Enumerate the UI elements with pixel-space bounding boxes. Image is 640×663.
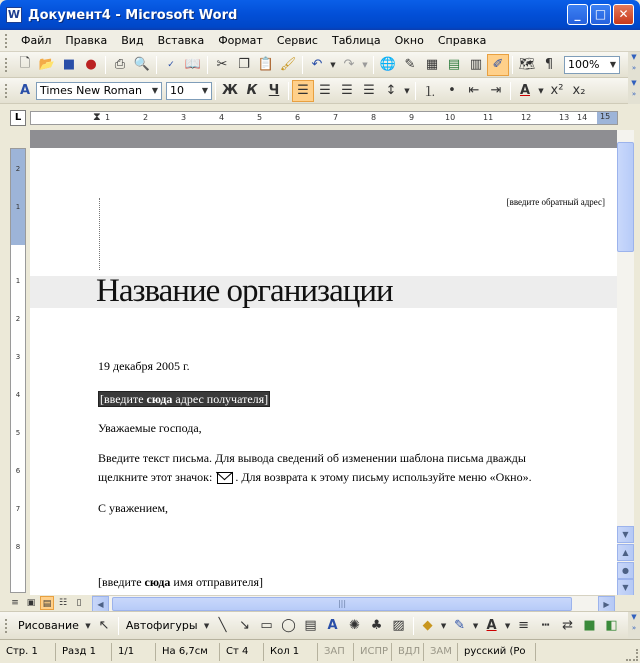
organization-name[interactable]: Название организации: [96, 273, 393, 309]
ruler-mark: 7: [333, 113, 339, 122]
ruler-mark: 3: [181, 113, 187, 122]
left-pane: [0, 130, 30, 595]
font-color-dropdown-icon[interactable]: ▼: [504, 621, 511, 630]
justify-icon[interactable]: ☰: [363, 83, 375, 98]
font-size-value: 10: [170, 84, 184, 97]
ruler-mark: 13: [559, 113, 570, 122]
scroll-thumb[interactable]: [617, 142, 634, 252]
text-boundary: [99, 198, 100, 270]
status-position: На 6,7см: [156, 643, 220, 661]
field-bold-text: сюда: [146, 392, 173, 406]
font-combo[interactable]: [36, 82, 162, 100]
status-language: русский (Ро: [458, 643, 536, 661]
closing[interactable]: С уважением,: [98, 501, 169, 515]
fill-color-icon[interactable]: ◆: [422, 618, 433, 633]
ruler-mark: 1: [15, 203, 21, 211]
close-button[interactable]: ✕: [613, 4, 634, 25]
draw-dropdown-icon[interactable]: ▼: [85, 621, 91, 630]
menu-window[interactable]: Окно: [394, 34, 424, 47]
date-line[interactable]: 19 декабря 2005 г.: [98, 359, 190, 373]
superscript-icon[interactable]: x²: [550, 83, 564, 98]
line-style-icon[interactable]: ≡: [518, 618, 530, 633]
format-painter-icon[interactable]: 🖌: [279, 57, 297, 72]
field-text: имя отправителя]: [170, 575, 263, 589]
status-overtype[interactable]: ЗАМ: [424, 643, 458, 661]
ruler-mark: 1: [105, 113, 111, 122]
scroll-right-button[interactable]: ▶: [598, 596, 615, 613]
align-left-icon[interactable]: ☰: [292, 80, 314, 102]
body-line-2[interactable]: [98, 467, 532, 487]
menu-tools[interactable]: Сервис: [276, 34, 318, 47]
body-line-1[interactable]: Введите текст письма. Для вывода сведений об изменении шаблона письма дважды: [98, 451, 526, 465]
status-record[interactable]: ЗАП: [318, 643, 354, 661]
ruler-mark: 2: [15, 315, 21, 323]
font-color-dropdown-icon[interactable]: ▼: [538, 86, 544, 95]
print-icon[interactable]: ⎙: [114, 57, 126, 72]
ruler-mark: 3: [15, 353, 21, 361]
numbering-icon[interactable]: ⒈: [423, 85, 437, 100]
window-title: Документ4 - Microsoft Word: [28, 7, 238, 23]
underline-button[interactable]: Ч: [268, 83, 280, 98]
status-section: Разд 1: [56, 643, 112, 661]
insert-excel-icon[interactable]: ▤: [447, 57, 461, 72]
scroll-thumb[interactable]: |||: [112, 597, 572, 611]
cut-icon[interactable]: ✂: [216, 57, 228, 72]
columns-icon[interactable]: ▥: [469, 57, 483, 72]
menu-view[interactable]: Вид: [121, 34, 144, 47]
ruler-mark: 4: [15, 391, 21, 399]
salutation[interactable]: Уважаемые господа,: [98, 421, 202, 435]
document-map-icon[interactable]: 🗺: [518, 57, 536, 72]
menu-bar: [0, 30, 640, 52]
clipart-icon[interactable]: ♣: [370, 618, 383, 633]
ruler-mark: 10: [445, 113, 456, 122]
redo-icon[interactable]: ↷: [343, 57, 355, 72]
word-app-icon[interactable]: W: [7, 8, 21, 21]
chevron-down-icon[interactable]: ▼: [201, 85, 209, 95]
align-center-icon[interactable]: ☰: [319, 83, 331, 98]
envelope-icon[interactable]: [217, 472, 233, 484]
chevron-down-icon[interactable]: ▼: [151, 85, 159, 95]
toolbar-options-icon[interactable]: ▼ »: [628, 52, 640, 78]
toolbar-options-icon[interactable]: ▼ »: [628, 78, 640, 104]
toolbar-options-icon[interactable]: ▼ »: [628, 612, 640, 640]
previous-page-button[interactable]: ▲: [617, 544, 634, 561]
line-color-icon[interactable]: ✎: [454, 618, 466, 633]
increase-indent-icon[interactable]: ⇥: [490, 83, 502, 98]
line-spacing-icon[interactable]: ↕: [385, 83, 397, 98]
tables-borders-icon[interactable]: ✎: [404, 57, 416, 72]
ruler-bar: [0, 104, 640, 130]
wordart-icon[interactable]: A: [327, 618, 338, 633]
line-color-dropdown-icon[interactable]: ▼: [472, 621, 479, 630]
status-track-changes[interactable]: ИСПР: [354, 643, 392, 661]
status-page: Стр. 1: [0, 643, 56, 661]
horizontal-ruler[interactable]: [30, 111, 618, 125]
ruler-mark: 11: [483, 113, 494, 122]
hyperlink-icon[interactable]: 🌐: [379, 57, 397, 72]
ruler-mark: 9: [409, 113, 415, 122]
save-icon[interactable]: ■: [62, 57, 76, 72]
toolbar-grip[interactable]: [5, 58, 8, 72]
ruler-mark: 5: [257, 113, 263, 122]
formatting-toolbar: [0, 78, 640, 104]
menu-file[interactable]: Файл: [21, 34, 52, 47]
redo-dropdown-icon[interactable]: ▼: [362, 60, 368, 69]
ruler-mark: 1: [15, 277, 21, 285]
oval-icon[interactable]: ◯: [281, 618, 296, 633]
autoshapes-menu[interactable]: Автофигуры: [125, 619, 198, 632]
decrease-indent-icon[interactable]: ⇤: [468, 83, 480, 98]
insert-table-icon[interactable]: ▦: [425, 57, 439, 72]
autoshapes-dropdown-icon[interactable]: ▼: [203, 621, 210, 630]
resize-grip[interactable]: [626, 649, 638, 661]
ruler-mark: 2: [143, 113, 149, 122]
minimize-button[interactable]: _: [567, 4, 588, 25]
research-icon[interactable]: 📖: [184, 57, 202, 72]
diagram-icon[interactable]: ✺: [349, 618, 361, 633]
title-bar: [0, 0, 640, 30]
paste-icon[interactable]: 📋: [257, 57, 275, 72]
styles-icon[interactable]: A: [19, 83, 31, 98]
scroll-left-button[interactable]: ◀: [92, 596, 109, 613]
font-size-combo[interactable]: [166, 82, 212, 100]
ruler-mark: 14: [577, 113, 588, 122]
body-text: щелкните этот значок:: [98, 470, 216, 484]
reading-view-icon[interactable]: ▯: [76, 598, 82, 608]
document-area[interactable]: [30, 130, 617, 595]
toolbar-grip[interactable]: [5, 619, 8, 633]
ruler-mark: 15: [600, 112, 611, 121]
picture-icon[interactable]: ▨: [392, 618, 405, 633]
zoom-combo[interactable]: [564, 56, 620, 74]
select-objects-icon[interactable]: ↖: [98, 618, 110, 633]
vertical-scrollbar[interactable]: [617, 130, 634, 595]
text-box-icon[interactable]: ▤: [304, 618, 317, 633]
spelling-icon[interactable]: ✓: [167, 59, 175, 70]
document-page[interactable]: [30, 148, 617, 595]
horizontal-scrollbar[interactable]: [92, 595, 615, 611]
maximize-button[interactable]: □: [590, 4, 611, 25]
line-icon[interactable]: ╲: [218, 618, 227, 633]
next-page-button[interactable]: ▼: [617, 579, 634, 596]
arrow-style-icon[interactable]: ⇄: [562, 618, 574, 633]
align-right-icon[interactable]: ☰: [341, 83, 353, 98]
field-text: [введите: [100, 392, 147, 406]
menu-edit[interactable]: Правка: [65, 34, 108, 47]
dash-style-icon[interactable]: ┅: [541, 618, 550, 633]
ruler-mark: 6: [15, 467, 21, 475]
menu-table[interactable]: Таблица: [331, 34, 381, 47]
recipient-field[interactable]: [98, 389, 270, 409]
sender-field[interactable]: [98, 572, 263, 592]
subscript-icon[interactable]: x₂: [572, 83, 586, 98]
font-color-icon[interactable]: A: [486, 618, 497, 633]
status-line: Ст 4: [220, 643, 264, 661]
font-color-icon[interactable]: A: [519, 83, 531, 98]
status-pages: 1/1: [112, 643, 156, 661]
scroll-down-button[interactable]: ▼: [617, 526, 634, 543]
standard-toolbar: [0, 52, 640, 78]
undo-dropdown-icon[interactable]: ▼: [330, 60, 336, 69]
browse-object-button[interactable]: ●: [617, 562, 634, 579]
right-margin-area: [597, 112, 617, 124]
copy-icon[interactable]: ❐: [238, 57, 250, 72]
chevron-down-icon[interactable]: ▼: [609, 59, 617, 69]
selected-field[interactable]: [98, 391, 270, 407]
font-value: Times New Roman: [40, 84, 142, 97]
zoom-value: 100%: [568, 58, 600, 71]
shadow-icon[interactable]: ■: [583, 618, 596, 633]
menu-help[interactable]: Справка: [437, 34, 487, 47]
ruler-mark: 12: [521, 113, 532, 122]
field-bold-text: сюда: [144, 575, 171, 589]
show-formatting-icon[interactable]: ¶: [544, 57, 554, 72]
bullets-icon[interactable]: •: [448, 83, 456, 98]
fill-dropdown-icon[interactable]: ▼: [440, 621, 447, 630]
status-bar: [0, 639, 640, 663]
italic-button[interactable]: К: [246, 83, 258, 98]
body-text: . Для возврата к этому письму используйте меню «Окно».: [235, 470, 532, 484]
indent-marker-icon[interactable]: ⧗: [93, 110, 101, 123]
ruler-mark: 4: [219, 113, 225, 122]
outline-view-icon[interactable]: ☷: [58, 598, 68, 608]
normal-view-icon[interactable]: ≡: [11, 598, 19, 608]
tab-selector[interactable]: L: [10, 110, 26, 126]
rectangle-icon[interactable]: ▭: [260, 618, 273, 633]
web-view-icon[interactable]: ▣: [26, 598, 36, 608]
open-icon[interactable]: 📂: [38, 57, 56, 72]
drawing-icon[interactable]: ✐: [487, 54, 509, 76]
print-preview-icon[interactable]: 🔍: [133, 57, 151, 72]
ruler-mark: 7: [15, 505, 21, 513]
menu-grip[interactable]: [5, 34, 8, 48]
view-bar: [0, 595, 640, 611]
top-margin-area: [11, 149, 25, 245]
3d-icon[interactable]: ◧: [605, 618, 618, 633]
line-spacing-dropdown-icon[interactable]: ▼: [404, 86, 410, 95]
toolbar-grip[interactable]: [5, 84, 8, 98]
permission-icon[interactable]: ●: [85, 57, 97, 72]
undo-icon[interactable]: ↶: [311, 57, 323, 72]
ruler-mark: 8: [15, 543, 21, 551]
ruler-mark: 6: [295, 113, 301, 122]
return-address-field[interactable]: [введите обратный адрес]: [506, 197, 605, 207]
field-text: адрес получателя]: [172, 392, 269, 406]
bold-button[interactable]: Ж: [222, 83, 238, 98]
status-extend[interactable]: ВДЛ: [392, 643, 424, 661]
draw-menu[interactable]: Рисование: [18, 619, 79, 632]
new-icon[interactable]: 🗋: [19, 55, 31, 71]
status-column: Кол 1: [264, 643, 318, 661]
drawing-toolbar: [0, 611, 640, 639]
ruler-mark: 5: [15, 429, 21, 437]
ruler-mark: 2: [15, 165, 21, 173]
print-view-icon[interactable]: ▤: [40, 596, 54, 610]
field-text: [введите: [98, 575, 145, 589]
ruler-mark: 8: [371, 113, 377, 122]
menu-format[interactable]: Формат: [218, 34, 263, 47]
vertical-ruler[interactable]: [10, 148, 26, 593]
menu-insert[interactable]: Вставка: [157, 34, 205, 47]
page-gap: [30, 130, 617, 148]
arrow-icon[interactable]: ↘: [239, 618, 251, 633]
